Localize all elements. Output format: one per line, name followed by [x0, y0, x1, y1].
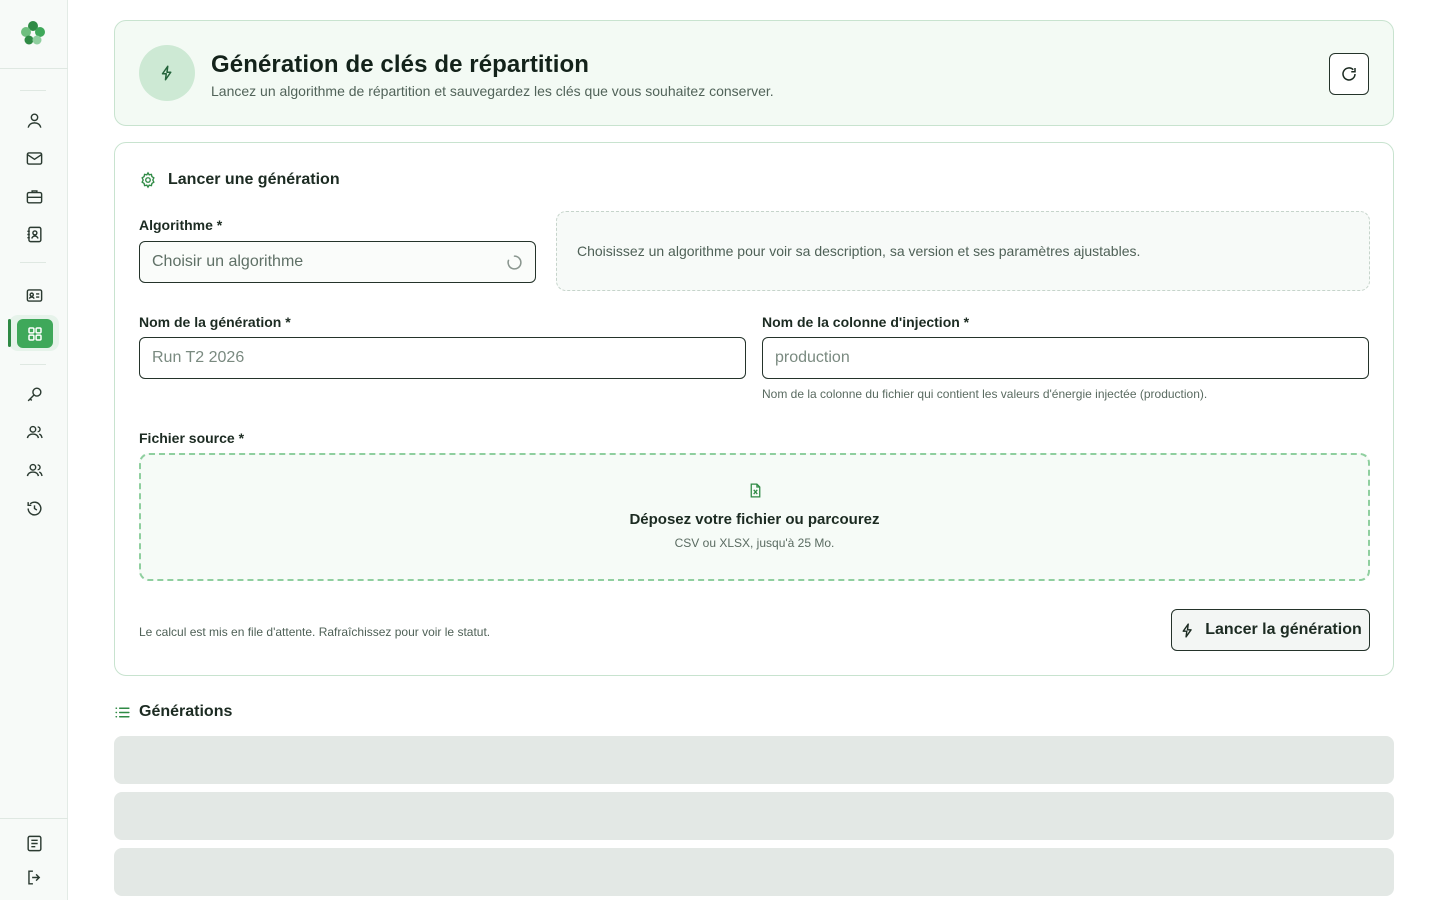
sidebar-divider	[0, 68, 68, 69]
sidebar-divider	[20, 90, 46, 91]
logout-icon[interactable]	[22, 865, 46, 889]
source-file-label: Fichier source *	[139, 430, 245, 446]
injection-column-label: Nom de la colonne d'injection *	[762, 314, 970, 330]
key-icon[interactable]	[22, 382, 46, 406]
contact-book-icon[interactable]	[22, 222, 46, 246]
algorithm-select-placeholder: Choisir un algorithme	[152, 253, 304, 270]
injection-column-input[interactable]	[762, 337, 1369, 379]
user-icon[interactable]	[22, 108, 46, 132]
lightning-icon	[139, 45, 195, 101]
id-card-icon[interactable]	[22, 283, 46, 307]
briefcase-icon[interactable]	[22, 184, 46, 208]
clover-logo-icon[interactable]	[18, 18, 48, 48]
algorithm-description-panel	[556, 211, 1370, 291]
launch-generation-button[interactable]	[1171, 609, 1370, 651]
refresh-button[interactable]	[1329, 53, 1369, 95]
generation-name-label: Nom de la génération *	[139, 314, 291, 330]
generation-form	[114, 142, 1394, 676]
sidebar-active-indicator	[8, 319, 11, 347]
algorithm-label: Algorithme *	[139, 217, 223, 233]
document-icon[interactable]	[22, 831, 46, 855]
team-icon[interactable]	[22, 458, 46, 482]
refresh-icon	[1340, 65, 1358, 83]
algorithm-description-text: Choisissez un algorithme pour voir sa description, sa version et ses paramètres ajustables.	[577, 243, 1141, 259]
launch-generation-label: Lancer la génération	[1205, 621, 1362, 638]
users-icon[interactable]	[22, 420, 46, 444]
list-icon	[114, 704, 131, 721]
queue-footnote: Le calcul est mis en file d'attente. Rafraîchissez pour voir le statut.	[139, 625, 491, 639]
skeleton-row	[114, 736, 1394, 784]
sidebar-divider	[20, 262, 46, 263]
file-dropzone[interactable]	[139, 453, 1370, 581]
page-header	[114, 20, 1394, 126]
sidebar-divider	[0, 818, 68, 819]
dropzone-subtitle: CSV ou XLSX, jusqu'à 25 Mo.	[674, 536, 835, 550]
sidebar	[0, 0, 68, 900]
gear-icon	[139, 171, 157, 189]
history-icon[interactable]	[22, 496, 46, 520]
page-title: Génération de clés de répartition	[211, 51, 590, 78]
loading-spinner-icon	[506, 254, 523, 271]
mail-icon[interactable]	[22, 146, 46, 170]
dropzone-title: Déposez votre fichier ou parcourez	[629, 511, 880, 528]
skeleton-row	[114, 848, 1394, 896]
form-section-title: Lancer une génération	[168, 171, 340, 188]
form-section-header	[139, 171, 340, 189]
generations-title: Générations	[139, 703, 233, 720]
lightning-icon	[1179, 622, 1196, 639]
sidebar-divider	[20, 364, 46, 365]
generations-header	[114, 703, 232, 721]
page-subtitle: Lancez un algorithme de répartition et sauvegardez les clés que vous souhaitez conserver.	[211, 83, 774, 99]
generation-name-input[interactable]	[139, 337, 746, 379]
skeleton-row	[114, 792, 1394, 840]
injection-column-hint: Nom de la colonne du fichier qui contient les valeurs d'énergie injectée (production).	[762, 387, 1208, 401]
spreadsheet-file-icon	[747, 482, 764, 499]
algorithm-select[interactable]	[139, 241, 536, 283]
dashboard-grid-icon[interactable]	[17, 319, 53, 348]
